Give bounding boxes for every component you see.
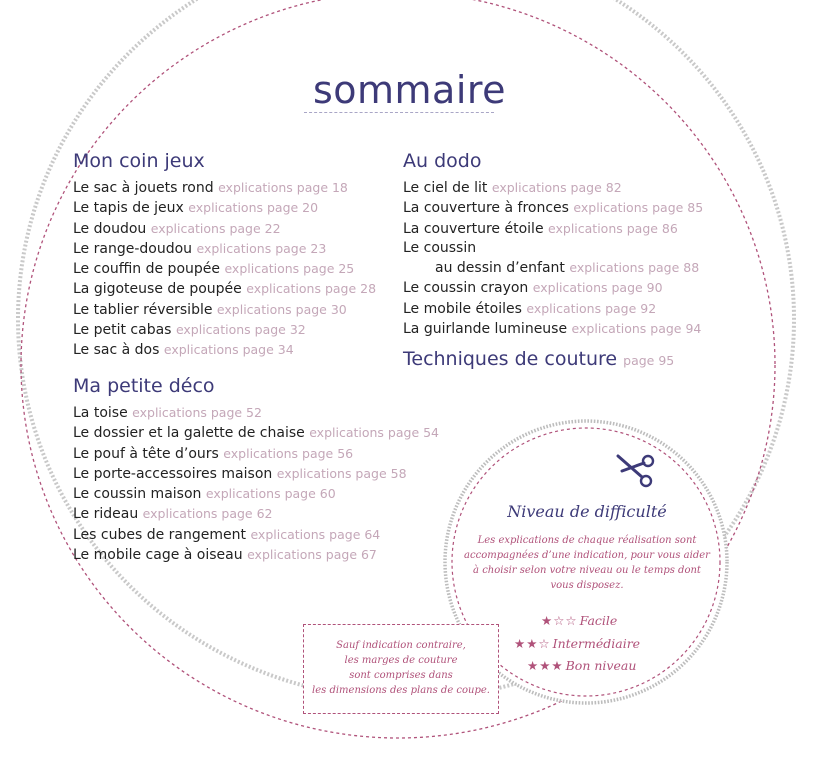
toc-list	[73, 178, 376, 361]
difficulty-title: Niveau de difficulté	[507, 502, 667, 521]
item-title: La couverture étoile	[403, 220, 544, 237]
difficulty-text: Les explications de chaque réalisation sont accompagnées d’une indication, pour vous aider à choisir selon votre niveau ou le temps dont vous disposez.	[464, 535, 710, 591]
toc-item	[73, 504, 439, 524]
toc-item	[73, 239, 376, 259]
item-page-ref: explications page 60	[205, 486, 336, 502]
item-title: Le range-doudou	[73, 240, 193, 257]
stars-rating: ★☆☆	[541, 613, 578, 628]
toc-item	[73, 198, 376, 218]
item-page-ref: explications page 23	[196, 240, 327, 256]
item-page-ref: explications page 20	[188, 200, 319, 216]
note-line: les dimensions des plans de coupe.	[312, 685, 490, 696]
toc-item	[73, 403, 439, 423]
item-page-ref: explications page 34	[163, 342, 294, 358]
item-page-ref: explications page 28	[246, 281, 377, 297]
item-title: La gigoteuse de poupée	[73, 281, 242, 298]
item-title: au dessin d’enfant	[435, 260, 565, 277]
toc-list	[73, 403, 439, 565]
item-page-ref: explications page 58	[276, 465, 407, 481]
item-title: Le coussin crayon	[403, 280, 529, 297]
item-page-ref: explications page 88	[569, 260, 700, 276]
level-label: Intermédiaire	[552, 635, 641, 651]
techniques-heading: Techniques de couture	[403, 348, 618, 370]
item-page-ref: explications page 32	[175, 322, 306, 338]
toc-item	[403, 258, 703, 278]
item-title: La couverture à fronces	[403, 200, 569, 217]
toc-item	[403, 299, 703, 319]
toc-item	[73, 525, 439, 545]
item-page-ref: explications page 64	[250, 526, 381, 542]
level-intermediate	[514, 633, 640, 656]
item-title: Le porte-accessoires maison	[73, 465, 273, 482]
note-line: les marges de couture	[344, 655, 458, 666]
item-title: Le petit cabas	[73, 322, 172, 339]
item-page-ref: explications page 62	[142, 506, 273, 522]
toc-item	[403, 239, 703, 258]
level-label: Facile	[579, 613, 618, 628]
toc-item	[73, 320, 376, 340]
item-title: Le coussin	[403, 239, 477, 256]
toc-item	[73, 219, 376, 239]
toc-item	[73, 484, 439, 504]
stars-rating: ★★☆	[514, 635, 551, 651]
techniques-page-ref: page 95	[623, 353, 675, 368]
toc-item	[73, 300, 376, 320]
section-ma-petite-deco	[73, 375, 439, 565]
toc-item	[73, 178, 376, 198]
level-easy	[514, 610, 640, 633]
item-page-ref: explications page 54	[309, 425, 440, 441]
section-heading: Mon coin jeux	[73, 150, 205, 172]
item-page-ref: explications page 18	[218, 180, 348, 195]
level-good	[514, 655, 640, 678]
toc-item	[73, 340, 376, 360]
techniques-entry	[403, 348, 674, 370]
section-heading: Ma petite déco	[73, 375, 215, 397]
item-page-ref: explications page 56	[223, 445, 354, 461]
note-line: Sauf indication contraire,	[336, 640, 466, 651]
toc-item	[403, 278, 703, 298]
item-page-ref: explications page 30	[216, 301, 347, 317]
item-title: Le sac à jouets rond	[73, 180, 214, 196]
item-title: Le tablier réversible	[73, 301, 213, 318]
item-page-ref: explications page 67	[247, 547, 377, 563]
item-title: Le couffin de poupée	[73, 261, 220, 278]
difficulty-box	[463, 502, 711, 593]
note-line: sont comprises dans	[349, 670, 453, 681]
toc-item	[403, 178, 703, 198]
item-page-ref: explications page 52	[132, 405, 262, 420]
section-heading: Au dodo	[403, 150, 482, 172]
item-title: Le sac à dos	[73, 342, 160, 359]
item-title: Le ciel de lit	[403, 180, 488, 196]
item-title: La guirlande lumineuse	[403, 321, 568, 338]
seam-allowance-note	[303, 624, 499, 714]
toc-item	[73, 279, 376, 299]
difficulty-levels	[514, 610, 640, 678]
item-title: Le mobile cage à oiseau	[73, 547, 243, 564]
title-underline	[304, 112, 494, 113]
item-title: Le doudou	[73, 220, 147, 237]
item-title: Le mobile étoiles	[403, 300, 522, 317]
level-label: Bon niveau	[565, 658, 637, 673]
stars-rating: ★★★	[527, 658, 564, 673]
section-mon-coin-jeux	[73, 150, 376, 361]
item-page-ref: explications page 82	[491, 180, 622, 195]
item-page-ref: explications page 92	[526, 300, 657, 316]
toc-item	[73, 259, 376, 279]
toc-item	[73, 423, 439, 443]
toc-item	[73, 444, 439, 464]
page-title: sommaire	[312, 68, 507, 112]
item-title: Les cubes de rangement	[73, 526, 246, 543]
toc-item	[403, 219, 703, 239]
item-page-ref: explications page 22	[150, 220, 281, 236]
toc-item	[403, 198, 703, 218]
item-title: Le dossier et la galette de chaise	[73, 425, 305, 442]
toc-list	[403, 178, 703, 339]
item-page-ref: explications page 90	[532, 280, 663, 296]
item-title: Le coussin maison	[73, 486, 202, 503]
item-title: Le tapis de jeux	[73, 200, 184, 217]
item-title: Le rideau	[73, 506, 139, 523]
item-title: Le pouf à tête d’ours	[73, 445, 219, 462]
item-page-ref: explications page 86	[548, 220, 678, 236]
toc-item	[73, 545, 439, 565]
toc-item	[73, 464, 439, 484]
scissors-icon	[612, 453, 662, 493]
item-page-ref: explications page 85	[573, 200, 704, 216]
item-title: La toise	[73, 405, 128, 421]
toc-item	[403, 319, 703, 339]
item-page-ref: explications page 25	[224, 261, 355, 277]
section-au-dodo	[403, 150, 703, 339]
item-page-ref: explications page 94	[571, 321, 702, 337]
